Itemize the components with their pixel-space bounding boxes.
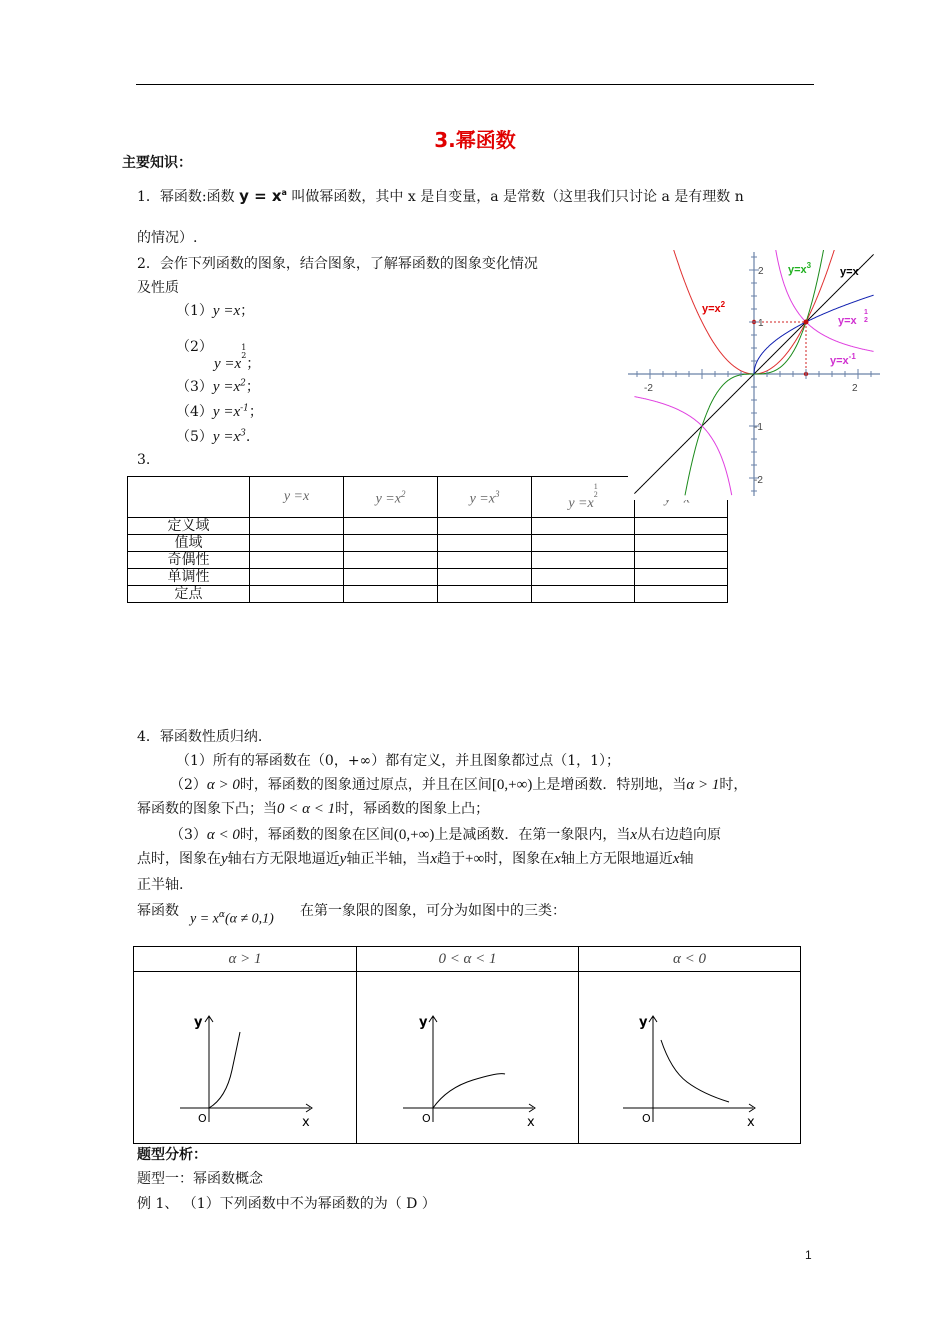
- power-function-graph: [628, 250, 880, 500]
- doc-title: 3.幂函数: [434, 128, 516, 152]
- class-header-0to1: 0 < α < 1: [357, 947, 579, 972]
- func-item-3: $(3)y =x^2$；: [176, 378, 260, 395]
- section-main-knowledge: 主要知识：: [122, 155, 192, 171]
- item4-title: 4．幂函数性质归纳.: [137, 729, 263, 745]
- class-graph-lt0: [579, 972, 800, 1139]
- class-cell-gt1: [134, 972, 357, 1144]
- origin-label: O: [422, 1112, 431, 1125]
- label-y-x3: $y=x^3$: [788, 261, 812, 276]
- tick-y-neg2: -2: [754, 475, 763, 486]
- origin-label: O: [198, 1112, 207, 1125]
- item4-p4-formula: $y = x^\alpha(\alpha \ne 0,1)$: [190, 910, 274, 927]
- curve-decreasing: [661, 1040, 729, 1102]
- props-row-parity: 奇偶性: [128, 552, 250, 569]
- item4-p2-line1: （2）α > 0时，幂函数的图象通过原点，并且在区间[0,+∞)上是增函数．特别地，当α > 1时，: [170, 777, 748, 793]
- item1-suffix: 叫做幂函数，其中 x 是自变量，a 是常数（这里我们只讨论 a 是有理数 n: [291, 189, 744, 205]
- func-item-1: （1）y =x；: [176, 303, 255, 319]
- class-header-gt1: α > 1: [134, 947, 357, 972]
- tick-y-1: 1: [758, 318, 764, 329]
- axis-label-y: y: [194, 1015, 203, 1030]
- props-header-x2: $y =x^2$: [344, 477, 438, 518]
- tick-x-neg2: -2: [644, 383, 653, 394]
- curve-concave: [433, 1074, 505, 1108]
- tick-y-neg1: -1: [754, 422, 763, 433]
- props-row-fixed-point: 定点: [128, 586, 250, 603]
- label-y-x2: $y=x^2$: [702, 300, 726, 315]
- section-analysis: 题型分析：: [137, 1147, 207, 1163]
- item1-line2: 的情况）.: [137, 230, 198, 246]
- func-item-2: （2）: [176, 339, 213, 355]
- item3-label: 3.: [137, 452, 151, 468]
- item2-line2: 及性质: [137, 280, 179, 296]
- tick-y-2: 2: [758, 266, 764, 277]
- axis-label-x: x: [302, 1115, 310, 1130]
- props-corner: [128, 477, 250, 518]
- curve-convex: [209, 1032, 240, 1108]
- props-header-x3: $y =x^3$: [438, 477, 532, 518]
- item1-prefix: 1．幂函数:函数: [137, 189, 235, 205]
- axis-label-x: x: [747, 1115, 755, 1130]
- label-y-x: y=x: [840, 266, 859, 278]
- label-y-xinv: $y=x^{-1}$: [830, 352, 856, 367]
- class-graph-gt1: [134, 972, 356, 1139]
- item4-p3-line3: 正半轴.: [137, 877, 184, 893]
- point-marker: [804, 320, 809, 325]
- props-row-domain: 定义域: [128, 518, 250, 535]
- origin-label: O: [642, 1112, 651, 1125]
- props-header-x: y =x: [250, 477, 344, 518]
- class-cell-0to1: [357, 972, 579, 1144]
- label-y-xhalf: y=x1 2: [838, 309, 868, 327]
- page-number: 1: [805, 1248, 812, 1262]
- axis-label-y: y: [639, 1015, 648, 1030]
- power-class-table: [133, 946, 801, 1144]
- item4-p4-prefix: 幂函数: [137, 903, 179, 919]
- item1-line1: [137, 186, 744, 206]
- props-row-range: 值域: [128, 535, 250, 552]
- func-item-4: $(4)y =x^{-1}$；: [176, 403, 263, 420]
- props-row-monotonic: 单调性: [128, 569, 250, 586]
- item4-p3-line2: 点时，图象在y轴右方无限地逼近y轴正半轴，当x趋于+∞时，图象在x轴上方无限地逼近x轴: [137, 851, 694, 867]
- header-rule: [136, 84, 814, 85]
- func-item-2-formula: y =x1 2；: [214, 343, 261, 372]
- type1-heading: 题型一：幂函数概念: [137, 1171, 263, 1187]
- item4-p3-line1: （3）α < 0时，幂函数的图象在区间(0,+∞)上是减函数．在第一象限内，当x从右边趋向原: [170, 827, 721, 843]
- item1-formula: $y = x^a$: [239, 187, 287, 205]
- axis-label-x: x: [527, 1115, 535, 1130]
- class-header-lt0: α < 0: [579, 947, 801, 972]
- class-cell-lt0: [579, 972, 801, 1144]
- item4-p1: （1）所有的幂函数在（0，+∞）都有定义，并且图象都过点（1，1）；: [176, 753, 621, 769]
- axis-label-y: y: [419, 1015, 428, 1030]
- func-item-5: $(5)y =x^3$.: [176, 428, 251, 445]
- item4-p2-line2: 幂函数的图象下凸；当0 < α < 1时，幂函数的图象上凸；: [137, 801, 490, 817]
- props-header-xhalf: y =x1 2: [532, 477, 635, 518]
- tick-x-2: 2: [852, 383, 858, 394]
- item4-p4-suffix: 在第一象限的图象，可分为如图中的三类：: [300, 903, 566, 919]
- item2-line1: 2．会作下列函数的图象，结合图象，了解幂函数的图象变化情况: [137, 256, 538, 272]
- class-graph-0to1: [357, 972, 578, 1139]
- example1: 例 1、 （1）下列函数中不为幂函数的为（ D ）: [137, 1196, 436, 1212]
